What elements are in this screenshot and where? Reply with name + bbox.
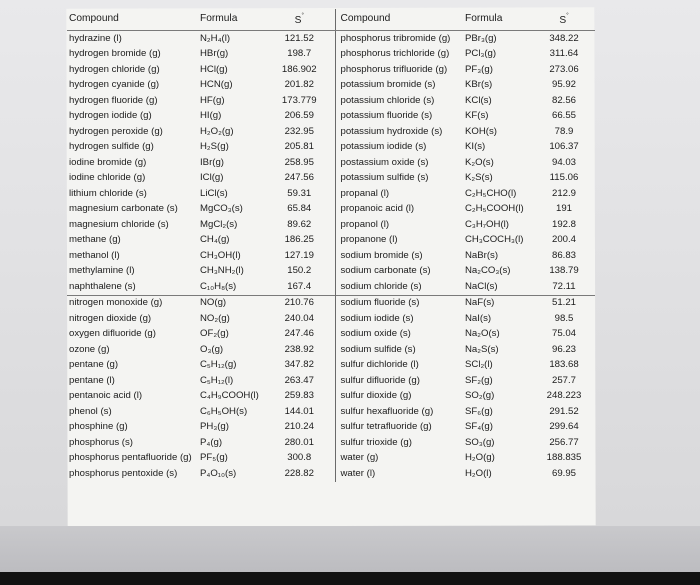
header-compound-right: Compound [335,9,463,31]
entropy-cell: 198.7 [264,47,335,63]
formula-cell: Na₂S(s) [465,343,499,355]
table-row [67,140,595,156]
table-row [67,171,595,187]
compound-cell: magnesium chloride (s) [69,218,169,230]
formula-cell: MgCl₂(s) [200,218,238,230]
entropy-cell: 247.56 [264,171,335,187]
header-entropy-left [264,9,335,31]
formula-cell: SO₃(g) [465,436,495,448]
table-row [67,327,595,343]
formula-cell: OF₂(g) [200,328,229,340]
compound-cell: water (l) [340,467,376,479]
formula-cell: HCl(g) [200,63,228,75]
formula-cell: C₄H₉COOH(l) [200,390,259,402]
header-entropy-right [533,9,595,31]
formula-cell: N₂H₄(l) [200,32,231,44]
compound-cell: hydrogen fluoride (g) [69,94,158,106]
formula-cell: HI(g) [200,110,222,122]
header-formula-right: Formula [463,9,533,31]
formula-cell: K₂S(s) [465,172,493,184]
compound-cell: iodine bromide (g) [69,156,147,168]
header-compound-left: Compound [67,9,198,31]
table-row [67,420,595,436]
entropy-cell: 257.7 [551,374,576,386]
compound-cell: phenol (s) [69,405,112,417]
table-row [67,358,595,374]
compound-cell: pentane (l) [69,374,115,386]
table-body [67,31,595,482]
entropy-cell: 240.04 [264,311,335,327]
compound-cell: hydrazine (l) [69,32,122,44]
entropy-cell: 59.31 [264,186,335,202]
formula-cell: K₂O(s) [465,156,494,168]
entropy-cell: 205.81 [264,140,335,156]
entropy-cell: 273.06 [549,63,579,75]
entropy-cell: 300.8 [264,451,335,467]
compound-cell: postassium oxide (s) [340,156,429,168]
entropy-cell: 238.92 [264,342,335,358]
table-row [67,451,595,467]
entropy-cell: 256.77 [549,436,579,448]
degree-mark: ° [301,12,304,19]
formula-cell: CH₄(g) [200,234,230,246]
compound-cell: water (g) [340,452,379,464]
entropy-cell: 247.46 [264,327,335,343]
compound-cell: sulfur dichloride (l) [340,359,419,371]
table-row [67,31,595,47]
table-row [67,248,595,264]
compound-cell: ozone (g) [69,343,110,355]
formula-cell: NaF(s) [463,295,533,311]
formula-cell: PF₅(g) [200,452,228,464]
formula-cell: H₂O(l) [465,467,492,479]
compound-cell: propanol (l) [340,218,390,230]
compound-cell: sodium chloride (s) [340,280,422,292]
compound-cell: nitrogen monoxide (g) [67,295,198,311]
entropy-cell: 65.84 [264,202,335,218]
entropy-cell: 186.25 [264,233,335,249]
formula-cell: NO₂(g) [200,312,230,324]
entropy-cell: 173.779 [264,93,335,109]
compound-cell: methane (g) [69,234,121,246]
table-row [67,264,595,280]
compound-cell: sulfur dioxide (g) [340,390,412,402]
compound-cell: phosphorus trichloride (g) [340,48,450,60]
entropy-cell: 106.37 [549,141,579,153]
formula-cell: NO(g) [198,295,264,311]
formula-cell: LiCl(s) [200,187,228,199]
entropy-cell: 232.95 [264,124,335,140]
compound-cell: phosphorus pentoxide (s) [69,467,178,479]
compound-cell: hydrogen bromide (g) [69,48,161,60]
table-row [67,109,595,125]
entropy-cell: 200.4 [551,234,576,246]
formula-cell: PF₃(g) [465,63,493,75]
compound-cell: hydrogen iodide (g) [69,110,152,122]
formula-cell: KBr(s) [465,79,493,91]
table-row [67,233,595,249]
compound-cell: sodium bromide (s) [340,249,423,261]
compound-cell: sulfur difluoride (g) [340,374,420,386]
formula-cell: O₃(g) [200,343,224,355]
table-row [67,342,595,358]
formula-cell: NaI(s) [465,312,492,324]
compound-cell: phosphorus tribromide (g) [340,32,451,44]
compound-cell: magnesium carbonate (s) [69,203,178,215]
compound-cell: sodium carbonate (s) [340,265,431,277]
formula-cell: PH₃(g) [200,421,229,433]
entropy-cell: 66.55 [551,110,576,122]
formula-cell: SF₄(g) [465,421,493,433]
entropy-cell: 280.01 [264,435,335,451]
table-row [67,124,595,140]
compound-cell: oxygen difluoride (g) [69,328,156,340]
compound-cell: naphthalene (s) [69,280,136,292]
entropy-table [67,9,595,482]
compound-cell: pentanoic acid (l) [69,390,143,402]
entropy-cell: 98.5 [554,312,574,324]
entropy-cell: 121.52 [264,31,335,47]
compound-cell: pentane (g) [69,359,119,371]
compound-cell: phosphorus pentafluoride (g) [69,452,192,464]
entropy-cell: 201.82 [264,78,335,94]
entropy-cell: 127.19 [264,248,335,264]
compound-cell: lithium chloride (s) [69,187,147,199]
entropy-cell: 144.01 [264,404,335,420]
table-header-row [67,9,595,31]
entropy-cell: 183.68 [549,359,579,371]
entropy-cell: 210.76 [264,295,335,311]
compound-cell: hydrogen cyanide (g) [69,79,160,91]
table-row [67,78,595,94]
bottom-edge [0,572,700,585]
compound-cell: propanal (l) [340,187,390,199]
entropy-cell: 115.06 [549,172,579,184]
compound-cell: propanoic acid (l) [340,203,415,215]
entropy-cell: 51.21 [533,295,595,311]
formula-cell: SCl₂(l) [465,359,493,371]
entropy-cell: 299.64 [549,421,579,433]
compound-cell: hydrogen peroxide (g) [69,125,163,137]
compound-cell: nitrogen dioxide (g) [69,312,152,324]
table-row [67,47,595,63]
compound-cell: propanone (l) [340,234,398,246]
entropy-cell: 212.9 [551,187,576,199]
formula-cell: P₄O₁₀(s) [200,467,237,479]
table-row [67,217,595,233]
formula-cell: SF₂(g) [465,374,493,386]
formula-cell: HF(g) [200,94,225,106]
compound-cell: iodine chloride (g) [69,172,146,184]
degree-mark: ° [566,12,569,19]
entropy-cell: 150.2 [264,264,335,280]
formula-cell: PBr₃(g) [465,32,497,44]
table-row [67,435,595,451]
formula-cell: C₅H₁₂(l) [200,374,234,386]
table-row [67,279,595,295]
entropy-cell: 347.82 [264,358,335,374]
table-row [67,466,595,482]
compound-cell: hydrogen chloride (g) [69,63,160,75]
table-row [67,202,595,218]
compound-cell: phosphine (g) [69,421,128,433]
compound-cell: sulfur tetrafluoride (g) [340,421,432,433]
table-row [67,62,595,78]
formula-cell: CH₃COCH₃(l) [465,234,524,246]
header-formula-left: Formula [198,9,264,31]
table-row [67,93,595,109]
entropy-cell: 86.83 [551,249,576,261]
table-row [67,389,595,405]
formula-cell: C₂H₅CHO(l) [465,187,517,199]
entropy-cell: 186.902 [264,62,335,78]
table-row [67,155,595,171]
table-row [67,186,595,202]
compound-cell: potassium chloride (s) [340,94,435,106]
entropy-cell: 206.59 [264,109,335,125]
formula-cell: C₃H₇OH(l) [465,218,509,230]
entropy-cell: 210.24 [264,420,335,436]
compound-cell: potassium hydroxide (s) [340,125,443,137]
table-row [67,373,595,389]
compound-cell: methanol (l) [69,249,120,261]
entropy-cell: 248.223 [546,390,582,402]
desk-surface [0,526,700,572]
entropy-cell: 72.11 [552,280,576,292]
compound-cell: sodium sulfide (s) [340,343,416,355]
table-row [67,295,595,311]
compound-cell: sodium oxide (s) [340,328,411,340]
formula-cell: C₅H₁₂(g) [200,359,237,371]
entropy-cell: 258.95 [264,155,335,171]
formula-cell: H₂S(g) [200,141,229,153]
entropy-cell: 188.835 [546,452,582,464]
formula-cell: KI(s) [465,141,486,153]
entropy-cell: 78.9 [554,125,574,137]
formula-cell: HCN(g) [200,79,233,91]
compound-cell: sodium iodide (s) [340,312,414,324]
entropy-cell: 192.8 [551,218,576,230]
entropy-cell: 291.52 [549,405,579,417]
compound-cell: potassium iodide (s) [340,141,427,153]
table-row [67,404,595,420]
compound-cell: sulfur hexafluoride (g) [340,405,434,417]
entropy-cell: 348.22 [549,32,579,44]
formula-cell: SO₂(g) [465,390,495,402]
entropy-cell: 96.23 [551,343,576,355]
formula-cell: C₁₀H₈(s) [200,280,237,292]
entropy-cell: 228.82 [264,466,335,482]
entropy-cell: 259.83 [264,389,335,405]
header-entropy-left-label: S [294,14,302,26]
formula-cell: Na₂O(s) [465,328,500,340]
table-row [67,311,595,327]
formula-cell: PCl₃(g) [465,48,497,60]
header-entropy-right-label: S [559,14,567,26]
formula-cell: CH₃NH₂(l) [200,265,244,277]
formula-cell: Na₂CO₃(s) [465,265,511,277]
formula-cell: KOH(s) [465,125,497,137]
entropy-cell: 75.04 [551,328,576,340]
formula-cell: HBr(g) [200,48,229,60]
formula-cell: H₂O₂(g) [200,125,234,137]
compound-cell: sodium fluoride (s) [335,295,463,311]
formula-cell: C₆H₅OH(s) [200,405,248,417]
formula-cell: SF₆(g) [465,405,493,417]
entropy-cell: 167.4 [264,279,335,295]
entropy-cell: 95.92 [551,79,576,91]
compound-cell: hydrogen sulfide (g) [69,141,154,153]
compound-cell: sulfur trioxide (g) [340,436,412,448]
formula-cell: MgCO₃(s) [200,203,243,215]
formula-cell: KCl(s) [465,94,492,106]
compound-cell: potassium sulfide (s) [340,172,429,184]
entropy-cell: 89.62 [264,217,335,233]
entropy-cell: 94.03 [551,156,576,168]
formula-cell: ICl(g) [200,172,224,184]
compound-cell: potassium fluoride (s) [340,110,433,122]
entropy-cell: 311.64 [549,48,579,60]
formula-cell: P₄(g) [200,436,223,448]
entropy-cell: 191 [555,203,572,215]
entropy-cell: 263.47 [264,373,335,389]
formula-cell: CH₃OH(l) [200,249,241,261]
compound-cell: phosphorus (s) [69,436,133,448]
formula-cell: C₂H₅COOH(l) [465,203,524,215]
entropy-cell: 69.95 [551,467,576,479]
formula-cell: KF(s) [465,110,489,122]
compound-cell: methylamine (l) [69,265,135,277]
entropy-cell: 82.56 [551,94,576,106]
formula-cell: IBr(g) [200,156,224,168]
formula-cell: H₂O(g) [465,452,495,464]
formula-cell: NaBr(s) [465,249,499,261]
entropy-cell: 138.79 [549,265,579,277]
compound-cell: phosphorus trifluoride (g) [340,63,448,75]
compound-cell: potassium bromide (s) [340,79,436,91]
formula-cell: NaCl(s) [465,280,498,292]
